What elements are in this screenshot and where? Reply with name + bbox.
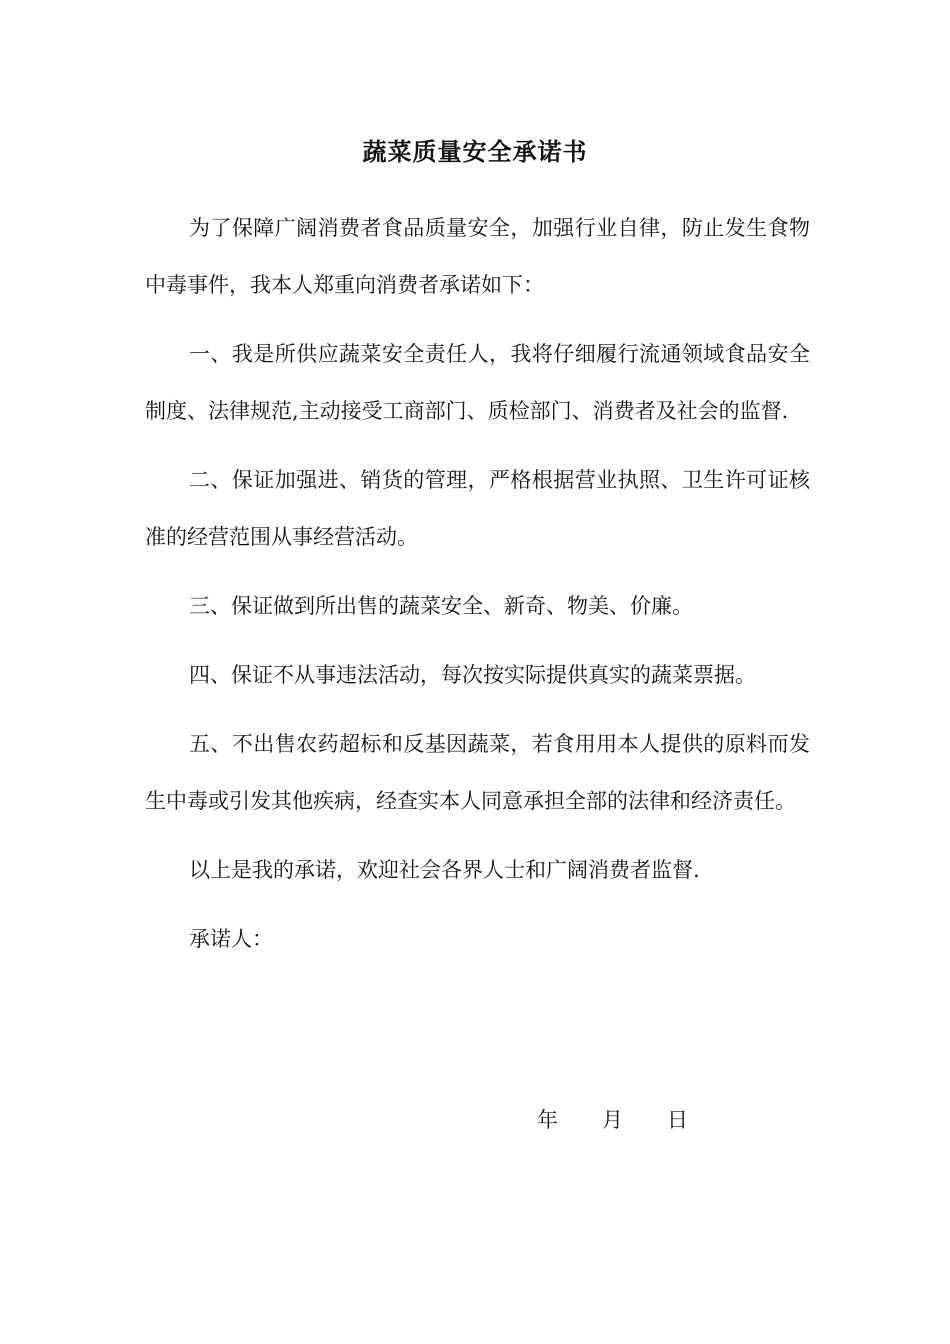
clause-1-paragraph: 一、我是所供应蔬菜安全责任人，我将仔细履行流通领域食品安全制度、法律规范,主动接受工商部门、质检部门、消费者及社会的监督. <box>145 342 810 423</box>
date-month-label: 月 <box>602 1108 623 1132</box>
intro-paragraph: 为了保障广阔消费者食品质量安全，加强行业自律，防止发生食物中毒事件，我本人郑重向消费者承诺如下： <box>145 216 810 297</box>
clause-4-paragraph: 四、保证不从事违法活动，每次按实际提供真实的蔬菜票据。 <box>189 663 756 687</box>
clause-5-paragraph: 五、不出售农药超标和反基因蔬菜，若食用用本人提供的原料而发生中毒或引发其他疾病，经查实本人同意承担全部的法律和经济责任。 <box>145 732 810 813</box>
date-day-label: 日 <box>667 1108 688 1132</box>
document-title: 蔬菜质量安全承诺书 <box>362 137 588 166</box>
clause-2-paragraph: 二、保证加强进、销货的管理，严格根据营业执照、卫生许可证核准的经营范围从事经营活动。 <box>145 468 810 549</box>
clause-3-paragraph: 三、保证做到所出售的蔬菜安全、新奇、物美、价廉。 <box>189 594 693 618</box>
document-body <box>145 200 810 980</box>
date-line <box>537 1100 688 1140</box>
signer-label: 承诺人： <box>189 927 273 951</box>
date-year-label: 年 <box>537 1108 558 1132</box>
closing-paragraph: 以上是我的承诺，欢迎社会各界人士和广阔消费者监督. <box>189 858 700 882</box>
